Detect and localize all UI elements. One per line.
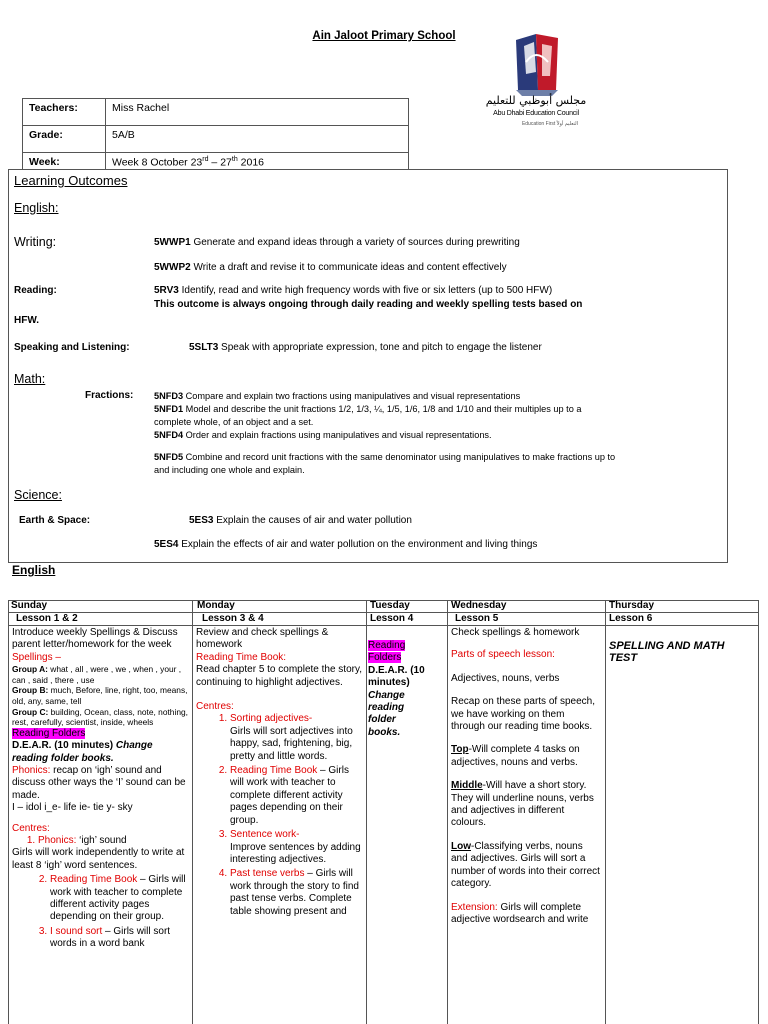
day-tuesday: Tuesday xyxy=(370,600,410,611)
math-heading: Math: xyxy=(14,372,46,386)
grade-label: Grade: xyxy=(23,126,106,153)
lesson-sunday: Lesson 1 & 2 xyxy=(16,613,78,624)
logo-tagline: Education First التعليم أولاً xyxy=(521,121,579,127)
outcome-5nfd5: 5NFD5 Combine and record unit fractions with the same denominator using manipulatives to make fractions up to xyxy=(154,452,616,462)
week-label: Week: xyxy=(23,153,106,180)
day-thursday: Thursday xyxy=(609,600,655,611)
teachers-label: Teachers: xyxy=(23,99,106,126)
outcome-5nfd4: 5NFD4 Order and explain fractions using manipulatives and visual representations. xyxy=(154,430,492,440)
ongoing-note: This outcome is always ongoing through daily reading and weekly spelling tests based on xyxy=(154,299,583,310)
outcomes-title: Learning Outcomes xyxy=(14,173,128,188)
lesson-wednesday: Lesson 5 xyxy=(455,613,499,624)
thursday-content: SPELLING AND MATH TEST xyxy=(609,640,725,665)
outcome-5nfd1-cont: complete whole, of an object and a set. xyxy=(154,417,314,427)
outcome-5es4: 5ES4 Explain the effects of air and water pollution on the environment and living things xyxy=(154,539,538,550)
day-monday: Monday xyxy=(197,600,235,611)
lesson-thursday: Lesson 6 xyxy=(609,613,653,624)
science-heading: Science: xyxy=(14,488,62,502)
teachers-value: Miss Rachel xyxy=(106,99,409,126)
writing-label: Writing: xyxy=(14,235,57,249)
lesson-monday: Lesson 3 & 4 xyxy=(202,613,264,624)
day-sunday: Sunday xyxy=(11,600,48,611)
info-table xyxy=(22,98,409,180)
lesson-tuesday: Lesson 4 xyxy=(370,613,414,624)
english-heading: English: xyxy=(14,201,59,215)
outcome-5rv3: 5RV3 Identify, read and write high frequency words with five or six letters (up to 500 HFW) xyxy=(154,285,553,296)
wednesday-content: Check spellings & homework Parts of speech lesson: Adjectives, nouns, verbs Recap on these parts of speech, we have working on them through our reading time books. Top-Will complete 4 tasks on adjectives, nouns and verbs. Middle-Will have a short story. They will underline nouns, verbs and adjectives in different colours. Low-Classifying verbs, nouns and adjectives. Girls will sort a number of words into their correct category. Extension: Girls will complete adjective wordsearch and write xyxy=(451,627,600,925)
outcome-5wwp2: 5WWP2 Write a draft and revise it to communicate ideas and content effectively xyxy=(154,262,507,273)
outcome-5slt3: 5SLT3 Speak with appropriate expression, tone and pitch to engage the listener xyxy=(189,342,542,353)
outcome-5es3: 5ES3 Explain the causes of air and water pollution xyxy=(189,515,412,526)
logo-arabic-text: مجلس أبوظبي للتعليم xyxy=(485,94,587,107)
hfw-note: HFW. xyxy=(14,315,39,326)
fractions-label: Fractions: xyxy=(85,390,134,401)
sunday-content: Introduce weekly Spellings & Discuss parent letter/homework for the week Spellings – Group A: what , all , were , we , when , your , can , said , there , use Group B: much, Before, line, right, too, means, old, any, same, tell Group C: building, Ocean, class, note, nothing, rest, carefully, scientist, inside, wheels Reading Folders D.E.A.R. (10 minutes) Change reading folder books. Phonics: recap on ‘igh’ sound and discuss other ways the ‘I’ sound can be made. I – idol i_e- life ie- tie y- sky Centres: 1. Phonics: ‘igh’ sound Girls will work independently to write at least 8 ‘igh’ word sentences. 2. Reading Time Book – Girls will work with teacher to complete different activity pages depending on their group. 3. I sound sort – Girls will sort words in a word bank xyxy=(12,627,190,951)
earth-space-label: Earth & Space: xyxy=(19,515,91,526)
learning-outcomes-box xyxy=(8,169,728,563)
week-value: Week 8 October 23rd – 27th 2016 xyxy=(106,153,409,180)
monday-content: Review and check spellings & homework Reading Time Book: Read chapter 5 to complete the story, continuing to highlight adjectives. Centres: 1. Sorting adjectives- Girls will sort adjectives into happy, sad, frightening, big, pretty and little words. 2. Reading Time Book – Girls will work with teacher to complete different activity pages depending on their group. 3. Sentence work- Improve sentences by adding interesting adjectives. 4. Past tense verbs – Girls will work through the story to find past tense verbs. Complete table showing present and xyxy=(196,627,362,918)
outcome-5nfd1: 5NFD1 Model and describe the unit fractions 1/2, 1/3, ¼, 1/5, 1/6, 1/8 and 1/10 and their multiples up to a xyxy=(154,404,582,414)
speaking-label: Speaking and Listening: xyxy=(14,342,130,353)
outcome-5nfd3: 5NFD3 Compare and explain two fractions using manipulatives and visual representations xyxy=(154,391,521,401)
school-title: Ain Jaloot Primary School xyxy=(312,30,456,42)
weekly-plan-table xyxy=(8,600,759,1024)
day-wednesday: Wednesday xyxy=(451,600,507,611)
tuesday-content: Reading Folders D.E.A.R. (10 minutes) Change reading folder books. xyxy=(368,640,425,738)
outcome-5nfd5-cont: and including one whole and explain. xyxy=(154,465,305,475)
english-subheading: English xyxy=(12,563,56,577)
logo-english-text: Abu Dhabi Education Council xyxy=(493,110,579,117)
outcome-5wwp1: 5WWP1 Generate and expand ideas through a variety of sources during prewriting xyxy=(154,237,520,248)
grade-value: 5A/B xyxy=(106,126,409,153)
reading-label: Reading: xyxy=(14,285,57,296)
